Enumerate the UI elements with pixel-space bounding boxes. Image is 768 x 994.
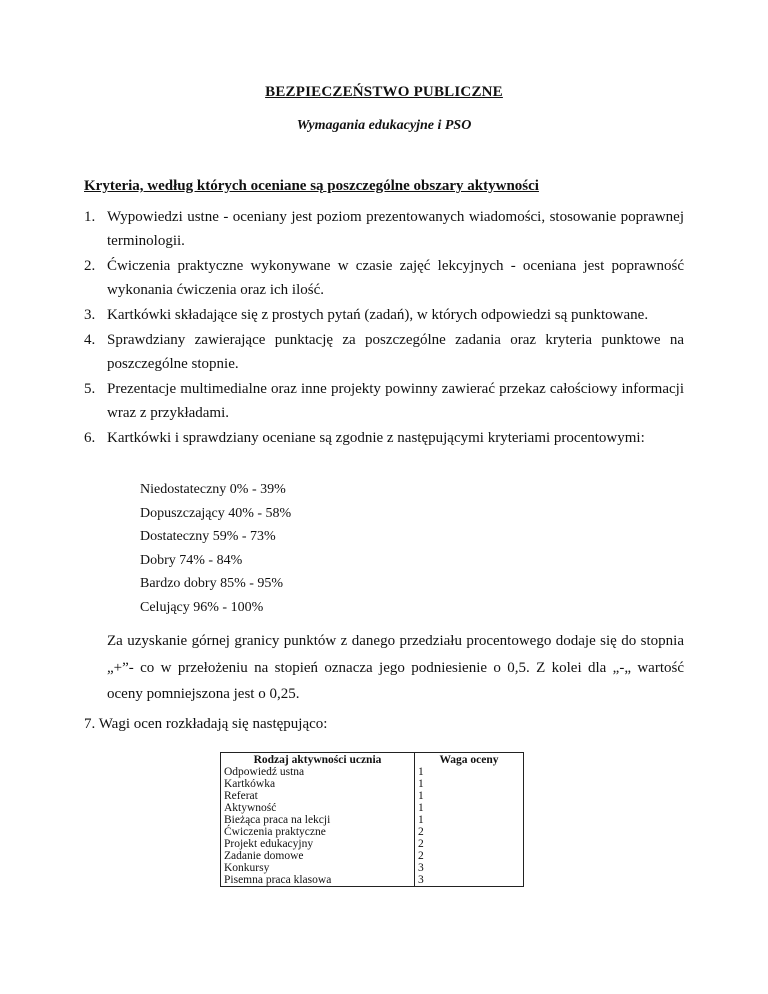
grade-weights-table	[220, 752, 524, 887]
criteria-item	[84, 254, 684, 302]
grade-scale-item: Bardzo dobry 85% - 95%	[140, 576, 284, 591]
criteria-item	[84, 205, 684, 253]
table-row	[221, 790, 524, 802]
weight-cell: 1	[418, 766, 424, 778]
table-row	[221, 766, 524, 778]
table-header-row	[221, 753, 524, 767]
criteria-text: Prezentacje multimedialne oraz inne projekty powinny zawierać przekaz całościowy informacji wraz z przykładami.	[107, 381, 684, 421]
header-activity-type: Rodzaj aktywności ucznia	[221, 753, 415, 767]
grade-modifier-paragraph: Za uzyskanie górnej granicy punktów z danego przedziału procentowego dodaje się do stopnia „+”- co w przełożeniu na stopień oznacza jego podniesienie o 0,5. Z kolei dla „-„ wartość oceny pomniejszona jest o 0,25.	[107, 633, 684, 702]
criteria-item	[84, 377, 684, 425]
weight-cell: 2	[418, 838, 424, 850]
grade-scale-item: Dopuszczający 40% - 58%	[140, 505, 292, 521]
criteria-item	[84, 426, 684, 450]
criteria-item	[84, 328, 684, 376]
activity-cell: Odpowiedź ustna	[221, 766, 415, 778]
activity-cell: Bieżąca praca na lekcji	[221, 814, 415, 826]
activity-cell: Zadanie domowe	[221, 850, 415, 862]
section-heading: Kryteria, według których oceniane są poszczególne obszary aktywności	[84, 178, 539, 194]
criteria-text: Sprawdziany zawierające punktację za poszczególne zadania oraz kryteria punktowe na poszczególne stopnie.	[107, 332, 684, 372]
document-subtitle: Wymagania edukacyjne i PSO	[296, 118, 472, 133]
criteria-item	[84, 303, 684, 327]
activity-cell: Ćwiczenia praktyczne	[221, 826, 415, 838]
weight-cell: 3	[418, 874, 424, 886]
grade-scale-item: Dostateczny 59% - 73%	[140, 529, 276, 544]
weight-cell: 3	[418, 862, 424, 874]
activity-cell: Kartkówka	[221, 778, 415, 790]
weight-cell: 1	[418, 802, 424, 814]
criteria-number: 3.	[84, 307, 96, 323]
table-row	[221, 778, 524, 790]
criteria-number: 4.	[84, 332, 96, 348]
table-row	[221, 862, 524, 874]
criteria-text: Kartkówki składające się z prostych pytań (zadań), w których odpowiedzi są punktowane.	[107, 307, 649, 323]
criteria-number: 2.	[84, 258, 96, 274]
weight-cell: 2	[418, 850, 424, 862]
criteria-number: 5.	[84, 381, 96, 397]
table-row	[221, 838, 524, 850]
grade-scale-item: Dobry 74% - 84%	[140, 552, 243, 568]
weight-cell: 1	[418, 814, 424, 826]
weight-cell: 1	[418, 778, 424, 790]
grade-scale-item: Niedostateczny 0% - 39%	[140, 482, 286, 497]
criteria-list	[84, 205, 684, 451]
criteria-number: 6.	[84, 430, 96, 446]
activity-cell: Pisemna praca klasowa	[221, 874, 415, 887]
grade-scale-list	[140, 478, 291, 619]
table-row	[221, 814, 524, 826]
table-row	[221, 826, 524, 838]
activity-cell: Projekt edukacyjny	[221, 838, 415, 850]
weight-cell: 1	[418, 790, 424, 802]
grade-scale-item: Celujący 96% - 100%	[140, 599, 264, 615]
weight-cell: 2	[418, 826, 424, 838]
activity-cell: Aktywność	[221, 802, 415, 814]
table-row	[221, 850, 524, 862]
table-row	[221, 802, 524, 814]
activity-cell: Referat	[221, 790, 415, 802]
table-row	[221, 874, 524, 887]
weights-intro: 7. Wagi ocen rozkładają się następująco:	[84, 716, 328, 732]
document-title: BEZPIECZEŃSTWO PUBLICZNE	[265, 84, 503, 100]
header-weight: Waga oceny	[439, 753, 499, 766]
criteria-text: Wypowiedzi ustne - oceniany jest poziom prezentowanych wiadomości, stosowanie poprawnej terminologii.	[107, 209, 684, 249]
activity-cell: Konkursy	[221, 862, 415, 874]
criteria-number: 1.	[84, 209, 96, 225]
criteria-text: Kartkówki i sprawdziany oceniane są zgodnie z następującymi kryteriami procentowymi:	[107, 430, 645, 446]
criteria-text: Ćwiczenia praktyczne wykonywane w czasie zajęć lekcyjnych - oceniana jest poprawność wykonania ćwiczenia oraz ich ilość.	[107, 258, 684, 298]
